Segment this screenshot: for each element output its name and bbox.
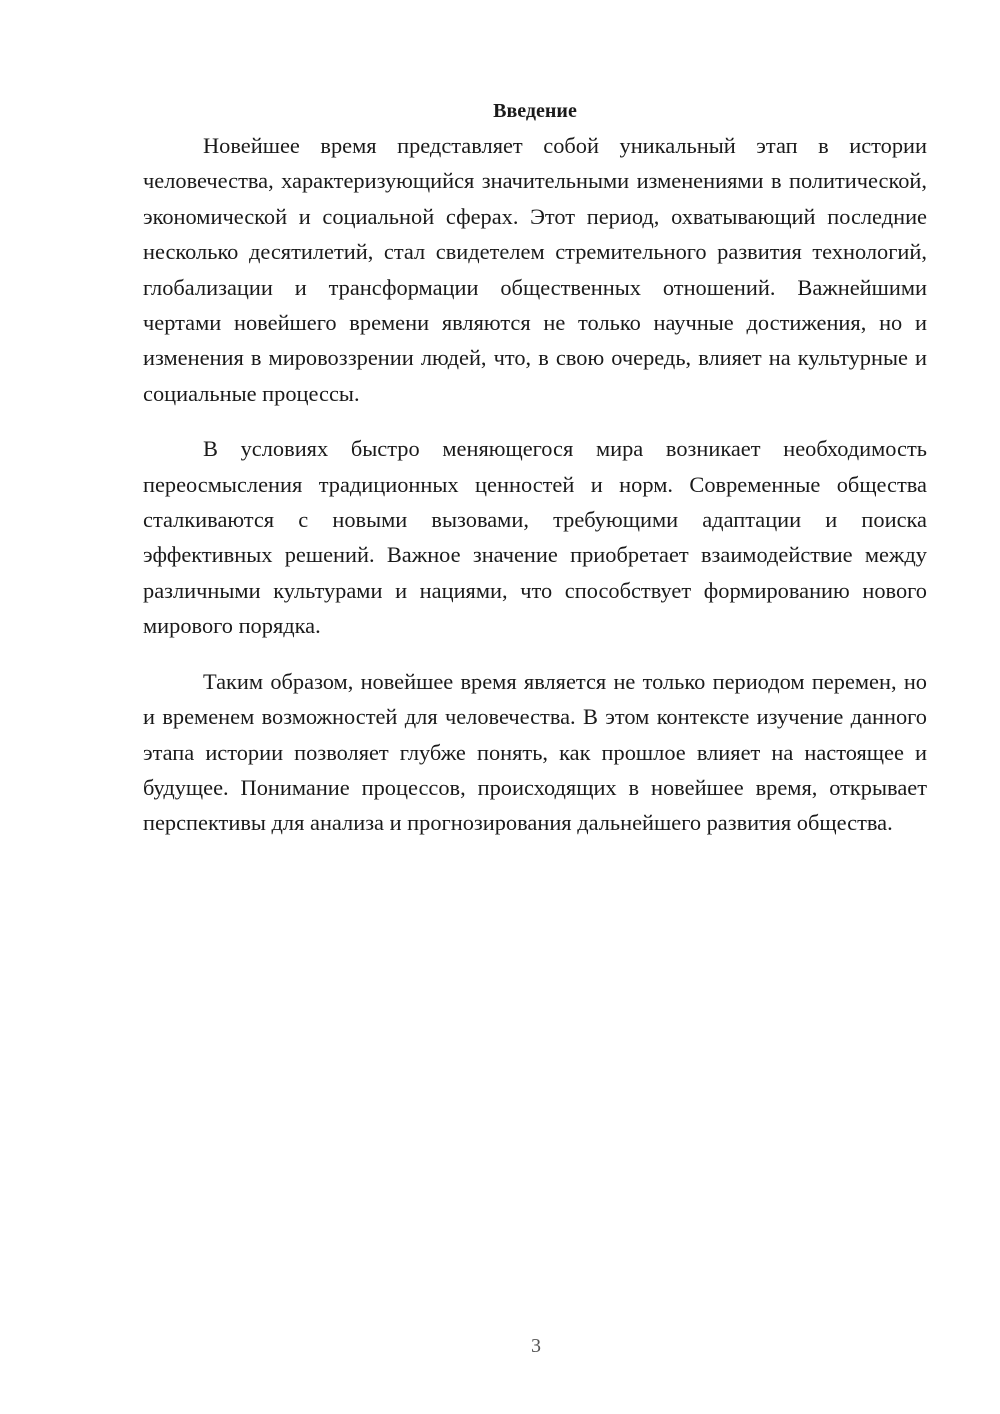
paragraph-1: Новейшее время представляет собой уникальный этап в истории человечества, характеризующийся значительными изменениями в политической, экономической и социальной сферах. Этот период, охватывающий последние несколько десятилетий, стал свидетелем стремительного развития технологий, глобализации и трансформации общественных отношений. Важнейшими чертами новейшего времени являются не только научные достижения, но и изменения в мировоззрении людей, что, в свою очередь, влияет на культурные и социальные процессы. [143, 133, 927, 406]
paragraph-3: Таким образом, новейшее время является не только периодом перемен, но и временем возможностей для человечества. В этом контексте изучение данного этапа истории позволяет глубже понять, как прошлое влияет на настоящее и будущее. Понимание процессов, происходящих в новейшее время, открывает перспективы для анализа и прогнозирования дальнейшего развития общества. [143, 668, 927, 836]
paragraph-2: В условиях быстро меняющегося мира возникает необходимость переосмысления традиционных ценностей и норм. Современные общества сталкиваются с новыми вызовами, требующими адаптации и поиска эффективных решений. Важное значение приобретает взаимодействие между различными культурами и нациями, что способствует формированию нового мирового порядка. [143, 436, 927, 639]
page-number: 3 [531, 1335, 541, 1357]
page-content [143, 96, 927, 861]
section-title: Введение [493, 100, 577, 122]
